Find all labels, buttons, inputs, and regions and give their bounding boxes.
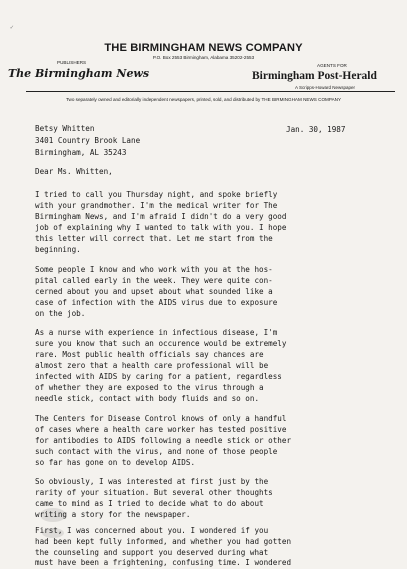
paragraph-3-line: needle stick, contact with body fluids and so on. [35, 394, 260, 403]
letterhead-tagline: Two separately owned and editorially independent newspapers, printed, sold, and distributed by THE BIRMINGHAM NEWS COMPANY [65, 97, 342, 102]
paragraph-1-line: job of explaining why I wanted to talk with you. I hope [35, 223, 287, 232]
paragraph-5-line: So obviously, I was interested at first just by the [35, 477, 269, 486]
paragraph-1-line: Birmingham News, and I'm afraid I didn't do a very good [35, 212, 287, 221]
paragraph-1-line: this letter will correct that. Let me start from the [35, 234, 273, 243]
scan-smudge [40, 508, 66, 522]
company-address: P.O. Box 2553 Birmingham, Alabama 35202-2553 [152, 55, 255, 60]
paragraph-5-line: came to mind as I tried to decide what to do about [35, 499, 264, 508]
paragraph-2-line: case of infection with the AIDS virus due to exposure [35, 298, 278, 307]
recipient-street: 3401 Country Brook Lane [35, 136, 141, 145]
paragraph-2-line: on the job. [35, 309, 86, 318]
paragraph-4-line: of cases where a health care worker has tested positive [35, 425, 287, 434]
paragraph-4-line: such contact with the virus, and none of those people [35, 447, 278, 456]
birmingham-news-logo: The Birmingham News [8, 67, 150, 80]
paragraph-1-line: beginning. [35, 245, 81, 254]
paragraph-2-line: Some people I know and who work with you at the hos- [35, 265, 273, 274]
paragraph-1-line: with your grandmother. I'm the medical writer for The [35, 201, 278, 210]
paragraph-3-line: infected with AIDS by caring for a patient, regardless [35, 372, 282, 381]
paragraph-6-line: the counseling and support you deserved during what [35, 548, 269, 557]
paragraph-6-line: must have been a frightening, confusing time. I wondered [35, 558, 292, 567]
paragraph-4-line: The Centers for Disease Control knows of only a handful [35, 414, 287, 423]
paragraph-3-line: As a nurse with experience in infectious disease, I'm [35, 328, 278, 337]
scripps-howard-note: A Scripps-Howard Newspaper [295, 85, 356, 90]
paragraph-2-line: cerned about you and upset about what sounded like a [35, 287, 273, 296]
post-herald-logo: Birmingham Post-Herald [252, 70, 377, 82]
paragraph-3-line: of whether they are exposed to the virus through a [35, 383, 264, 392]
letterhead-divider [26, 91, 395, 92]
scan-smudge [42, 528, 64, 538]
letter-date: Jan. 30, 1987 [286, 125, 346, 134]
paragraph-1-line: I tried to call you Thursday night, and spoke briefly [35, 190, 278, 199]
recipient-name: Betsy Whitten [35, 124, 95, 133]
paragraph-2-line: pital called early in the week. They were quite con- [35, 276, 273, 285]
recipient-city: Birmingham, AL 35243 [35, 148, 127, 157]
paragraph-4-line: for antibodies to AIDS following a needle stick or other [35, 436, 292, 445]
paragraph-4-line: so far has gone on to develop AIDS. [35, 458, 196, 467]
paragraph-5-line: rarity of your situation. But several other thoughts [35, 488, 273, 497]
paragraph-6-line: First, I was concerned about you. I wondered if you [35, 526, 269, 535]
agents-label: AGENTS FOR [317, 63, 347, 68]
paragraph-3-line: rare. Most public health officials say chances are [35, 350, 264, 359]
company-name: THE BIRMINGHAM NEWS COMPANY [104, 42, 303, 54]
paragraph-6-line: had been kept fully informed, and whether you had gotten [35, 537, 292, 546]
corner-mark: ✓ [10, 24, 14, 31]
salutation: Dear Ms. Whitten, [35, 167, 113, 176]
paragraph-5-line: writing a story for the newspaper. [35, 510, 191, 519]
paragraph-3-line: sure you know that such an occurence would be extremely [35, 339, 287, 348]
publishers-label: PUBLISHERS [57, 60, 87, 65]
paragraph-3-line: almost zero that a health care professional will be [35, 361, 269, 370]
